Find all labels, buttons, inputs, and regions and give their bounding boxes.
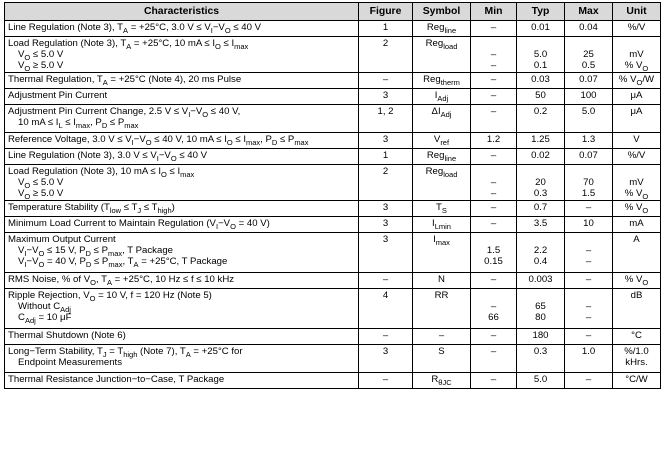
cell-typ: 65 80 xyxy=(517,289,565,329)
cell-typ: 5.0 xyxy=(517,373,565,389)
cell-characteristic xyxy=(5,217,359,233)
cell-unit: μA xyxy=(613,105,661,133)
cell-figure: 1 xyxy=(359,149,413,165)
cell-characteristic xyxy=(5,73,359,89)
cell-symbol: Reg$_{load}$ xyxy=(413,37,471,73)
characteristic-text: Adjustment Pin Current xyxy=(8,90,108,101)
cell-min: – xyxy=(471,329,517,345)
header-unit: Unit xyxy=(613,3,661,21)
cell-min: – xyxy=(471,21,517,37)
cell-characteristic xyxy=(5,149,359,165)
characteristic-condition: $V_O \ge 5.0$ V xyxy=(18,60,64,73)
cell-min: – xyxy=(471,201,517,217)
cell-typ: 0.02 xyxy=(517,149,565,165)
cell-characteristic xyxy=(5,21,359,37)
cell-unit: % $V_O$ xyxy=(613,201,661,217)
characteristic-text: Ripple Rejection, $V_O = 10$ V, f = 120 Hz (Note 5) xyxy=(8,290,212,303)
characteristic-text: Temperature Stability $(T_{low} \le T_J \le T_{high})$ xyxy=(8,202,175,215)
characteristic-condition: $C_{Adj} = 10$ μF xyxy=(18,312,72,325)
cell-figure: 4 xyxy=(359,289,413,329)
table-row xyxy=(5,133,661,149)
cell-unit: %/1.0 kHrs. xyxy=(613,345,661,373)
cell-typ: 0.7 xyxy=(517,201,565,217)
cell-typ: 0.3 xyxy=(517,345,565,373)
cell-characteristic xyxy=(5,89,359,105)
header-typ: Typ xyxy=(517,3,565,21)
cell-symbol: $V_{ref}$ xyxy=(413,133,471,149)
cell-max: 10 xyxy=(565,217,613,233)
characteristic-condition: $V_O \le 5.0$ V xyxy=(18,177,64,190)
cell-unit: mA xyxy=(613,217,661,233)
cell-symbol: $\Delta I_{Adj}$ xyxy=(413,105,471,133)
cell-max: – xyxy=(565,273,613,289)
cell-typ: 3.5 xyxy=(517,217,565,233)
cell-typ: 5.0 0.1 xyxy=(517,37,565,73)
cell-symbol: Reg$_{therm}$ xyxy=(413,73,471,89)
table-row xyxy=(5,105,661,133)
cell-max: 1.3 xyxy=(565,133,613,149)
cell-characteristic xyxy=(5,37,359,73)
cell-symbol: $I_{Lmin}$ xyxy=(413,217,471,233)
characteristic-condition: Without $C_{Adj}$ xyxy=(18,301,71,314)
cell-figure: 3 xyxy=(359,133,413,149)
characteristic-text: Thermal Shutdown (Note 6) xyxy=(8,330,126,341)
table-row xyxy=(5,201,661,217)
cell-characteristic xyxy=(5,373,359,389)
cell-characteristic xyxy=(5,105,359,133)
cell-characteristic xyxy=(5,201,359,217)
table-row xyxy=(5,289,661,329)
header-characteristics: Characteristics xyxy=(5,3,359,21)
cell-max: 0.07 xyxy=(565,73,613,89)
cell-unit: °C/W xyxy=(613,373,661,389)
cell-characteristic xyxy=(5,273,359,289)
table-row xyxy=(5,37,661,73)
cell-max: – – xyxy=(565,289,613,329)
cell-min: – – xyxy=(471,37,517,73)
table-row xyxy=(5,149,661,165)
cell-symbol: $I_{Adj}$ xyxy=(413,89,471,105)
cell-figure: 3 xyxy=(359,201,413,217)
table-row xyxy=(5,345,661,373)
cell-characteristic xyxy=(5,329,359,345)
cell-max: 1.0 xyxy=(565,345,613,373)
cell-symbol: Reg$_{line}$ xyxy=(413,149,471,165)
cell-figure: – xyxy=(359,273,413,289)
cell-symbol: – xyxy=(413,329,471,345)
cell-figure: 3 xyxy=(359,217,413,233)
cell-max: 25 0.5 xyxy=(565,37,613,73)
cell-typ: 2.2 0.4 xyxy=(517,233,565,273)
cell-min: – xyxy=(471,73,517,89)
cell-characteristic xyxy=(5,133,359,149)
characteristic-text: Maximum Output Current xyxy=(8,234,116,245)
table-row xyxy=(5,233,661,273)
cell-characteristic xyxy=(5,345,359,373)
cell-figure: 3 xyxy=(359,89,413,105)
cell-unit: % $V_O$ xyxy=(613,273,661,289)
cell-symbol: $R_{\theta JC}$ xyxy=(413,373,471,389)
cell-max: – xyxy=(565,373,613,389)
cell-max: – xyxy=(565,201,613,217)
cell-max: 70 1.5 xyxy=(565,165,613,201)
cell-figure: 2 xyxy=(359,37,413,73)
cell-symbol: $I_{max}$ xyxy=(413,233,471,273)
characteristic-condition: $V_I-V_O = 40$ V, $P_D \le P_{max}$, $T_A = +25^\circ C$, T Package xyxy=(18,256,228,269)
cell-figure: 1 xyxy=(359,21,413,37)
characteristic-text: Long−Term Stability, $T_J = T_{high}$ (Note 7), $T_A = +25^\circ C$ for xyxy=(8,346,243,359)
characteristic-text: Thermal Resistance Junction−to−Case, T Package xyxy=(8,374,225,385)
characteristic-condition: $V_O \le 5.0$ V xyxy=(18,49,64,62)
characteristic-text: Thermal Regulation, $T_A = +25^\circ C$ (Note 4), 20 ms Pulse xyxy=(8,74,242,87)
characteristic-condition: $V_I-V_O \le 15$ V, $P_D \le P_{max}$, T Package xyxy=(18,245,173,258)
cell-figure: – xyxy=(359,329,413,345)
characteristic-text: Load Regulation (Note 3), 10 mA ≤ $I_O \le I_{max}$ xyxy=(8,166,195,179)
cell-figure: 2 xyxy=(359,165,413,201)
cell-unit: mV % $V_O$ xyxy=(613,37,661,73)
cell-min: – xyxy=(471,89,517,105)
table-row xyxy=(5,165,661,201)
header-row xyxy=(5,3,661,21)
cell-max: 0.04 xyxy=(565,21,613,37)
cell-symbol: $T_S$ xyxy=(413,201,471,217)
cell-min: – xyxy=(471,105,517,133)
characteristic-continued: 10 mA ≤ $I_L \le I_{max}$, $P_D \le P_{max}$ xyxy=(18,117,139,130)
cell-figure: – xyxy=(359,73,413,89)
cell-typ: 0.2 xyxy=(517,105,565,133)
cell-min: – xyxy=(471,345,517,373)
cell-figure: 3 xyxy=(359,345,413,373)
table-row xyxy=(5,89,661,105)
table-row xyxy=(5,329,661,345)
cell-symbol: RR xyxy=(413,289,471,329)
table-row xyxy=(5,217,661,233)
header-max: Max xyxy=(565,3,613,21)
table-row xyxy=(5,373,661,389)
cell-min: 1.5 0.15 xyxy=(471,233,517,273)
cell-min: – xyxy=(471,217,517,233)
cell-unit: V xyxy=(613,133,661,149)
characteristics-table xyxy=(4,2,661,389)
characteristic-text: RMS Noise, % of $V_O$, $T_A = +25^\circ C$, 10 Hz ≤ f ≤ 10 kHz xyxy=(8,274,235,287)
header-figure: Figure xyxy=(359,3,413,21)
cell-typ: 180 xyxy=(517,329,565,345)
cell-unit: %/V xyxy=(613,149,661,165)
cell-typ: 0.03 xyxy=(517,73,565,89)
cell-characteristic xyxy=(5,289,359,329)
cell-min: – xyxy=(471,149,517,165)
cell-max: 5.0 xyxy=(565,105,613,133)
cell-unit: A xyxy=(613,233,661,273)
cell-symbol: S xyxy=(413,345,471,373)
cell-typ: 1.25 xyxy=(517,133,565,149)
characteristic-continued: Endpoint Measurements xyxy=(18,357,122,368)
cell-min: – xyxy=(471,373,517,389)
table-row xyxy=(5,21,661,37)
characteristic-text: Adjustment Pin Current Change, 2.5 $V \le V_I-V_O \le 40$ V, xyxy=(8,106,241,119)
cell-unit: mV % $V_O$ xyxy=(613,165,661,201)
cell-typ: 0.01 xyxy=(517,21,565,37)
cell-unit: μA xyxy=(613,89,661,105)
characteristic-text: Minimum Load Current to Maintain Regulation ($V_I-V_O = 40$ V) xyxy=(8,218,270,231)
cell-max: 100 xyxy=(565,89,613,105)
cell-max: – – xyxy=(565,233,613,273)
table-row xyxy=(5,273,661,289)
cell-min: – xyxy=(471,273,517,289)
characteristic-text: Line Regulation (Note 3), 3.0 $V \le V_I-V_O \le 40$ V xyxy=(8,150,208,163)
cell-unit: dB xyxy=(613,289,661,329)
characteristic-text: Line Regulation (Note 3), $T_A = +25^\circ C$, 3.0 $V \le V_I-V_O \le 40$ V xyxy=(8,22,262,35)
cell-unit: °C xyxy=(613,329,661,345)
table-row xyxy=(5,73,661,89)
cell-unit: %/V xyxy=(613,21,661,37)
cell-figure: – xyxy=(359,373,413,389)
characteristic-text: Reference Voltage, 3.0 $V \le V_I-V_O \le 40$ V, 10 mA ≤ $I_O \le I_{max}$, $P_D \le P_{max}$ xyxy=(8,134,309,147)
cell-unit: % $V_O/W$ xyxy=(613,73,661,89)
cell-figure: 3 xyxy=(359,233,413,273)
cell-figure: 1, 2 xyxy=(359,105,413,133)
cell-min: 1.2 xyxy=(471,133,517,149)
cell-characteristic xyxy=(5,165,359,201)
cell-typ: 20 0.3 xyxy=(517,165,565,201)
characteristic-condition: $V_O \ge 5.0$ V xyxy=(18,188,64,201)
cell-characteristic xyxy=(5,233,359,273)
cell-symbol: Reg$_{load}$ xyxy=(413,165,471,201)
cell-typ: 0.003 xyxy=(517,273,565,289)
cell-min: – – xyxy=(471,165,517,201)
header-symbol: Symbol xyxy=(413,3,471,21)
cell-typ: 50 xyxy=(517,89,565,105)
header-min: Min xyxy=(471,3,517,21)
cell-symbol: Reg$_{line}$ xyxy=(413,21,471,37)
cell-max: – xyxy=(565,329,613,345)
cell-symbol: N xyxy=(413,273,471,289)
characteristic-text: Load Regulation (Note 3), $T_A = +25^\circ C$, 10 mA ≤ $I_O \le I_{max}$ xyxy=(8,38,249,51)
cell-max: 0.07 xyxy=(565,149,613,165)
cell-min: – 66 xyxy=(471,289,517,329)
